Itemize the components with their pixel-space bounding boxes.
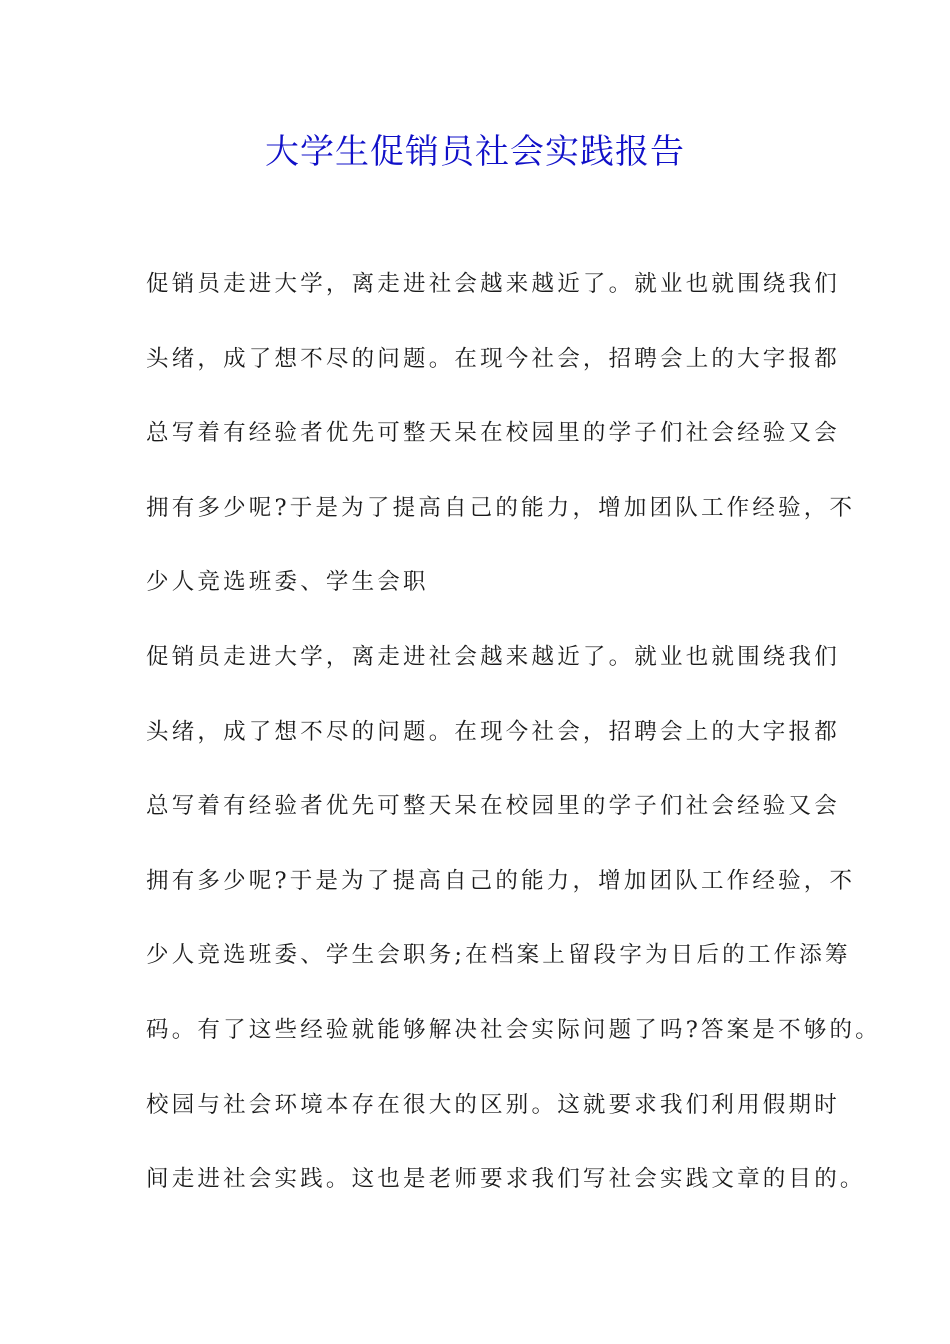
text-line: 校园与社会环境本存在很大的区别。这就要求我们利用假期时 — [146, 1091, 840, 1118]
text-line: 促销员走进大学，离走进社会越来越近了。就业也就围绕我们 — [146, 643, 840, 670]
text-line: 头绪，成了想不尽的问题。在现今社会，招聘会上的大字报都 — [146, 345, 840, 372]
text-line: 间走进社会实践。这也是老师要求我们写社会实践文章的目的。 — [146, 1166, 866, 1193]
text-line: 总写着有经验者优先可整天呆在校园里的学子们社会经验又会 — [146, 420, 840, 447]
text-line: 少人竞选班委、学生会职 — [146, 569, 429, 596]
text-line: 少人竞选班委、学生会职务;在档案上留段字为日后的工作添筹 — [146, 942, 851, 969]
document-body — [146, 262, 881, 1232]
text-line: 拥有多少呢?于是为了提高自己的能力，增加团队工作经验，不 — [146, 494, 856, 521]
text-line: 促销员走进大学，离走进社会越来越近了。就业也就围绕我们 — [146, 271, 840, 297]
text-line: 头绪，成了想不尽的问题。在现今社会，招聘会上的大字报都 — [146, 718, 840, 745]
document-title: 大学生促销员社会实践报告 — [265, 132, 685, 172]
text-line: 总写着有经验者优先可整天呆在校园里的学子们社会经验又会 — [146, 793, 840, 820]
text-line: 拥有多少呢?于是为了提高自己的能力，增加团队工作经验，不 — [146, 867, 856, 894]
text-line: 码。有了这些经验就能够解决社会实际问题了吗?答案是不够的。 — [146, 1016, 881, 1043]
